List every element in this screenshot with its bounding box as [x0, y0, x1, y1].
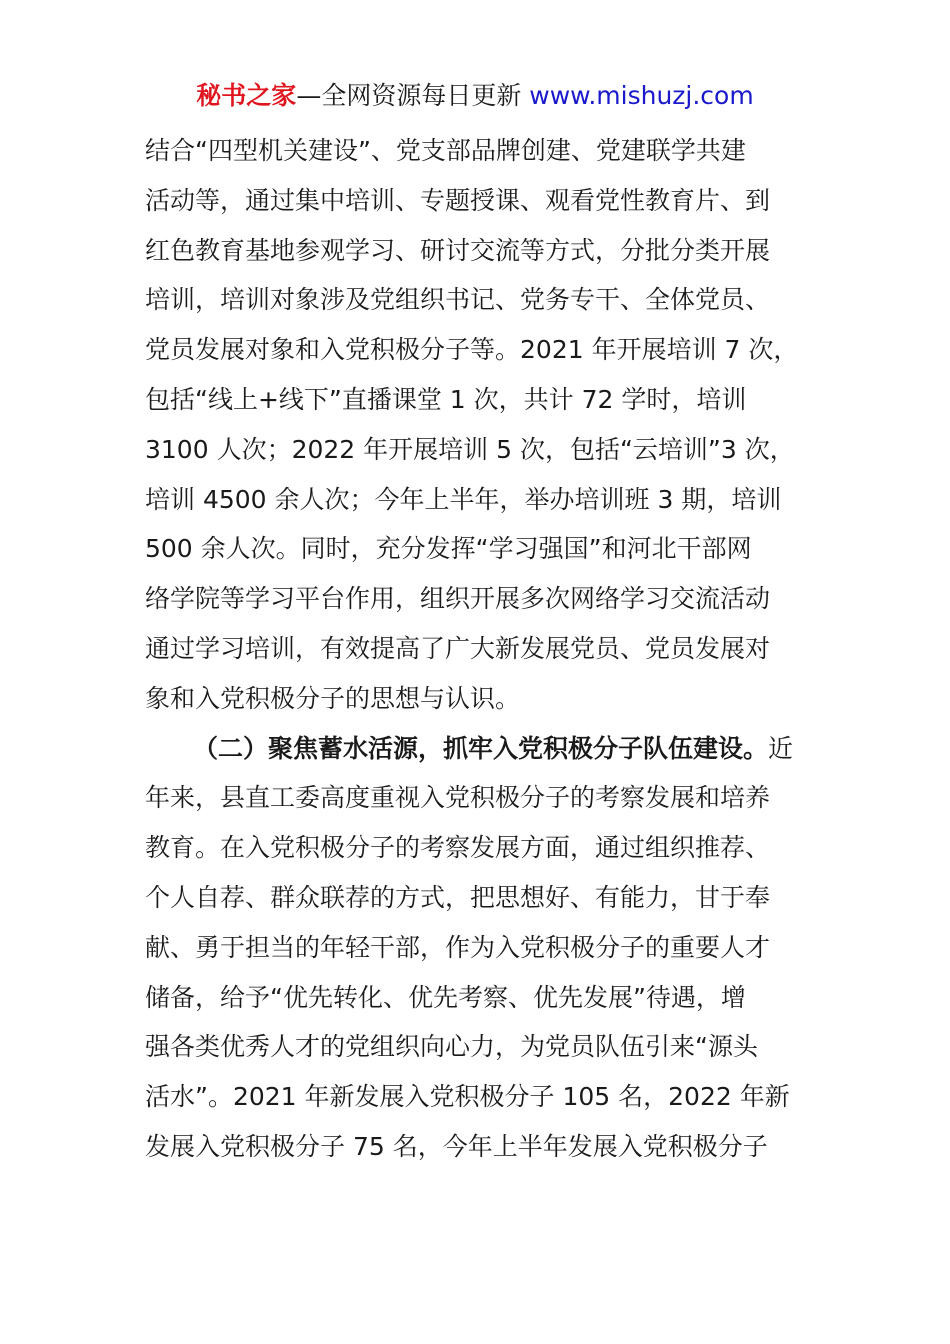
- paragraph-line: 活动等，通过集中培训、专题授课、观看党性教育片、到: [145, 185, 771, 215]
- paragraph-line: 3100 人次；2022 年开展培训 5 次，包括“云培训”3 次，: [145, 434, 795, 464]
- site-url-link[interactable]: www.mishuzj.com: [529, 81, 754, 110]
- paragraph-line: 培训，培训对象涉及党组织书记、党务专干、全体党员、: [145, 285, 771, 315]
- paragraph-line: 象和入党积极分子的思想与认识。: [145, 683, 521, 713]
- paragraph-line: 献、勇于担当的年轻干部，作为入党积极分子的重要人才: [145, 932, 771, 962]
- document-body: [145, 126, 845, 1172]
- site-tagline: —全网资源每日更新: [296, 81, 522, 110]
- section-heading-line: [145, 724, 845, 774]
- paragraph-line: 包括“线上+线下”直播课堂 1 次，共计 72 学时，培训: [145, 384, 747, 414]
- paragraph-line: 强各类优秀人才的党组织向心力，为党员队伍引来“源头: [145, 1032, 758, 1062]
- paragraph-line: 活水”。2021 年新发展入党积极分子 105 名，2022 年新: [145, 1082, 790, 1112]
- site-brand: 秘书之家: [196, 81, 297, 110]
- paragraph-line: 发展入党积极分子 75 名，今年上半年发展入党积极分子: [145, 1131, 768, 1161]
- paragraph-line: 500 余人次。同时，充分发挥“学习强国”和河北干部网: [145, 534, 752, 564]
- paragraph-line: 红色教育基地参观学习、研讨交流等方式，分批分类开展: [145, 235, 771, 265]
- site-header: [0, 78, 950, 114]
- paragraph-line: 个人自荐、群众联荐的方式，把思想好、有能力，甘于奉: [145, 882, 771, 912]
- paragraph-line: 教育。在入党积极分子的考察发展方面，通过组织推荐、: [145, 833, 771, 863]
- paragraph-line: 储备，给予“优先转化、优先考察、优先发展”待遇，增: [145, 982, 746, 1012]
- paragraph-line: 通过学习培训，有效提高了广大新发展党员、党员发展对: [145, 633, 771, 663]
- heading-line-continuation: 近: [768, 733, 794, 763]
- paragraph-line: 党员发展对象和入党积极分子等。2021 年开展培训 7 次，: [145, 335, 799, 365]
- paragraph-line: 结合“四型机关建设”、党支部品牌创建、党建联学共建: [145, 136, 746, 165]
- paragraph-line: 培训 4500 余人次；今年上半年，举办培训班 3 期，培训: [145, 484, 782, 514]
- paragraph-line: 络学院等学习平台作用，组织开展多次网络学习交流活动: [145, 584, 771, 614]
- paragraph-line: 年来，县直工委高度重视入党积极分子的考察发展和培养: [145, 783, 771, 813]
- section-heading: （二）聚焦蓄水活源，抓牢入党积极分子队伍建设。: [193, 733, 769, 763]
